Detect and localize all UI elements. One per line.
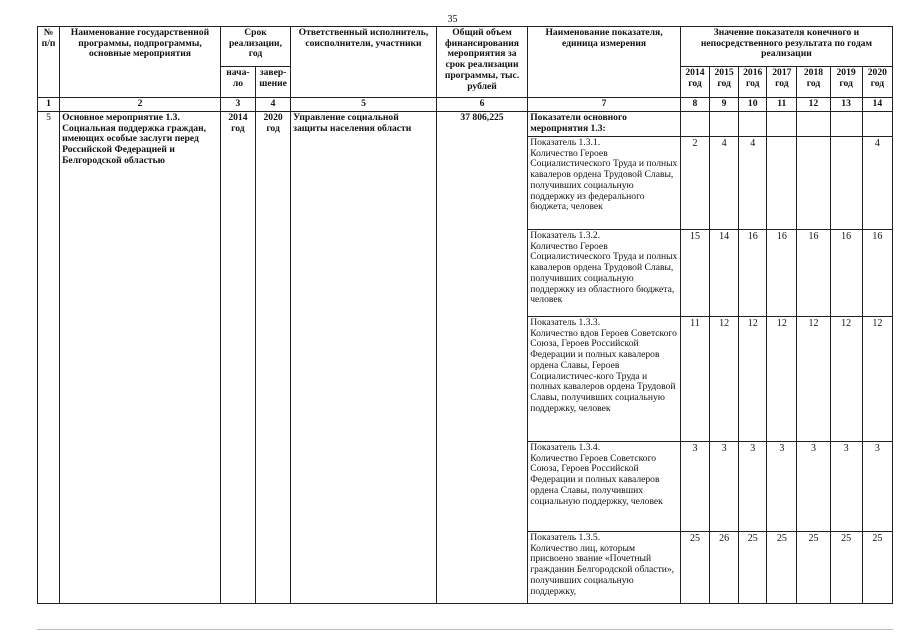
column-number: 4 bbox=[255, 98, 290, 112]
indicator-value: 15 bbox=[680, 230, 709, 317]
indicator-value: 16 bbox=[797, 230, 830, 317]
indicator-value: 12 bbox=[739, 317, 767, 442]
column-number: 5 bbox=[291, 98, 437, 112]
indicator-text: Показатель 1.3.5. Количество лиц, которым присвоено звание «Почетный гражданин Белгородской области», получивших социальную поддержку, bbox=[528, 532, 681, 604]
header-year: 2020 год bbox=[862, 67, 892, 98]
indicator-value: 16 bbox=[862, 230, 892, 317]
indicator-value: 3 bbox=[830, 442, 862, 532]
header-term-end: завер-шение bbox=[255, 67, 290, 98]
term-end: 2020 год bbox=[255, 112, 290, 604]
column-number-row bbox=[38, 98, 893, 112]
indicator-value: 3 bbox=[710, 442, 739, 532]
term-start: 2014 год bbox=[220, 112, 255, 604]
page-bottom-divider bbox=[37, 629, 893, 630]
indicator-value: 3 bbox=[862, 442, 892, 532]
indicator-value: 25 bbox=[767, 532, 797, 604]
header-term: Срок реализации, год bbox=[220, 27, 290, 67]
indicator-value: 4 bbox=[710, 137, 739, 230]
indicator-value: 3 bbox=[767, 442, 797, 532]
column-number: 12 bbox=[797, 98, 830, 112]
measure-row bbox=[38, 112, 893, 137]
header-indicator: Наименование показателя, единица измерения bbox=[528, 27, 681, 98]
indicator-value bbox=[767, 137, 797, 230]
indicator-value: 3 bbox=[739, 442, 767, 532]
measure-name: Основное мероприятие 1.3. Социальная поддержка граждан, имеющих особые заслуги перед Российской Федерацией и Белгородской областью bbox=[60, 112, 221, 604]
column-number: 8 bbox=[680, 98, 709, 112]
column-number: 2 bbox=[60, 98, 221, 112]
indicator-value: 12 bbox=[830, 317, 862, 442]
header-year: 2018 год bbox=[797, 67, 830, 98]
indicator-value: 25 bbox=[680, 532, 709, 604]
page-number: 35 bbox=[447, 14, 458, 25]
column-number: 10 bbox=[739, 98, 767, 112]
indicators-table bbox=[37, 26, 893, 604]
indicator-value: 2 bbox=[680, 137, 709, 230]
column-number: 6 bbox=[436, 98, 527, 112]
indicator-value: 26 bbox=[710, 532, 739, 604]
indicator-value bbox=[830, 137, 862, 230]
indicator-value: 25 bbox=[797, 532, 830, 604]
indicator-text: Показатель 1.3.4. Количество Героев Советского Союза, Героев Российской Федерации и полных кавалеров ордена Славы, получивших социальную поддержку, человек bbox=[528, 442, 681, 532]
header-values: Значение показателя конечного и непосредственного результата по годам реализации bbox=[680, 27, 892, 67]
column-number: 1 bbox=[38, 98, 60, 112]
header-row bbox=[38, 27, 893, 67]
indicator-value: 3 bbox=[680, 442, 709, 532]
indicator-value: 16 bbox=[830, 230, 862, 317]
indicator-value: 25 bbox=[830, 532, 862, 604]
column-number: 11 bbox=[767, 98, 797, 112]
indicator-value: 12 bbox=[862, 317, 892, 442]
column-number: 14 bbox=[862, 98, 892, 112]
indicator-value: 16 bbox=[739, 230, 767, 317]
column-number: 3 bbox=[220, 98, 255, 112]
indicator-value: 4 bbox=[739, 137, 767, 230]
indicator-value bbox=[797, 137, 830, 230]
header-name: Наименование государственной программы, подпрограммы, основные мероприятия bbox=[60, 27, 221, 98]
column-number: 7 bbox=[528, 98, 681, 112]
funding-total: 37 806,225 bbox=[436, 112, 527, 604]
indicator-value: 3 bbox=[797, 442, 830, 532]
header-year: 2017 год bbox=[767, 67, 797, 98]
indicator-value: 4 bbox=[862, 137, 892, 230]
indicator-text: Показатель 1.3.1. Количество Героев Социалистического Труда и полных кавалеров ордена Трудовой Славы, получивших социальную поддержку из федерального бюджета, человек bbox=[528, 137, 681, 230]
executor: Управление социальной защиты населения области bbox=[291, 112, 437, 604]
header-executor: Ответственный исполнитель, соисполнители, участники bbox=[291, 27, 437, 98]
indicator-value: 12 bbox=[710, 317, 739, 442]
indicator-text: Показатель 1.3.2. Количество Героев Социалистического Труда и полных кавалеров ордена Трудовой Славы, получивших социальную поддержку из областного бюджета, человек bbox=[528, 230, 681, 317]
header-year: 2014 год bbox=[680, 67, 709, 98]
header-year: 2019 год bbox=[830, 67, 862, 98]
header-term-start: нача-ло bbox=[220, 67, 255, 98]
header-year: 2016 год bbox=[739, 67, 767, 98]
indicators-title: Показатели основного мероприятия 1.3: bbox=[528, 112, 681, 137]
indicator-value: 14 bbox=[710, 230, 739, 317]
indicator-text: Показатель 1.3.3. Количество вдов Героев Советского Союза, Героев Российской Федерации и полных кавалеров ордена Славы, Героев Социалистичес-кого Труда и полных кавалеров ордена Трудовой Славы, получивших социальную поддержку, человек bbox=[528, 317, 681, 442]
indicator-value: 11 bbox=[680, 317, 709, 442]
column-number: 9 bbox=[710, 98, 739, 112]
indicator-value: 25 bbox=[739, 532, 767, 604]
indicator-value: 12 bbox=[797, 317, 830, 442]
column-number: 13 bbox=[830, 98, 862, 112]
header-funding: Общий объем финансирования мероприятия за срок реализации программы, тыс. рублей bbox=[436, 27, 527, 98]
header-num: № п/п bbox=[38, 27, 60, 98]
header-year: 2015 год bbox=[710, 67, 739, 98]
row-number: 5 bbox=[38, 112, 60, 604]
indicator-value: 16 bbox=[767, 230, 797, 317]
indicator-value: 12 bbox=[767, 317, 797, 442]
indicator-value: 25 bbox=[862, 532, 892, 604]
